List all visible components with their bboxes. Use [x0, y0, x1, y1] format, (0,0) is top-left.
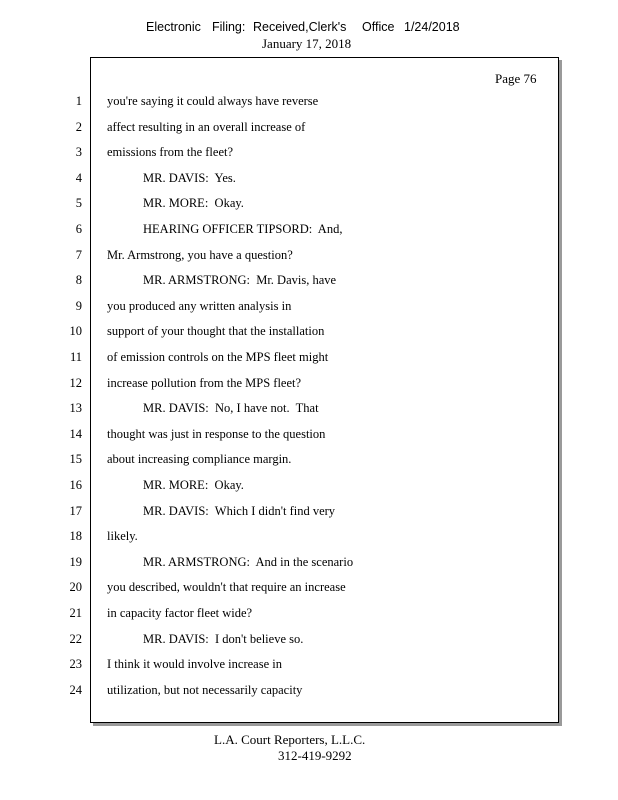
- transcript-line-text: MR. DAVIS: Which I didn't find very: [143, 504, 336, 518]
- line-number: 23: [69, 657, 82, 671]
- line-number: 15: [69, 452, 82, 466]
- transcript-line-text: support of your thought that the installation: [107, 324, 325, 338]
- transcript-line-text: MR. DAVIS: I don't believe so.: [143, 632, 304, 646]
- stamp-received: Received,Clerk's: [253, 20, 347, 34]
- transcript-line-text: MR. ARMSTRONG: Mr. Davis, have: [143, 273, 337, 287]
- transcript-line-text: MR. MORE: Okay.: [143, 478, 244, 492]
- line-number: 19: [69, 555, 82, 569]
- line-number: 14: [69, 427, 82, 441]
- line-number: 3: [75, 145, 82, 159]
- transcript-line-text: in capacity factor fleet wide?: [107, 606, 253, 620]
- transcript-line-text: thought was just in response to the question: [107, 427, 326, 441]
- line-number: 6: [75, 222, 82, 236]
- transcript-line-text: you produced any written analysis in: [107, 299, 292, 313]
- transcript-line-text: MR. DAVIS: No, I have not. That: [143, 401, 319, 415]
- filed-date: January 17, 2018: [262, 36, 352, 51]
- line-number: 9: [75, 299, 82, 313]
- transcript-line-text: MR. DAVIS: Yes.: [143, 171, 236, 185]
- line-number: 24: [69, 683, 82, 697]
- transcript-line-text: you described, wouldn't that require an increase: [107, 580, 346, 594]
- line-number: 20: [69, 580, 82, 594]
- transcript-line-text: likely.: [107, 529, 138, 543]
- line-number: 10: [69, 324, 82, 338]
- line-number: 17: [69, 504, 82, 518]
- reporter-name: L.A. Court Reporters, L.L.C.: [214, 732, 366, 747]
- stamp-date: 1/24/2018: [404, 20, 460, 34]
- line-number: 7: [75, 248, 82, 262]
- line-number: 4: [75, 171, 82, 185]
- page-number: Page 76: [495, 71, 537, 86]
- transcript-line-text: affect resulting in an overall increase of: [107, 120, 306, 134]
- line-number: 18: [69, 529, 82, 543]
- transcript-line-text: I think it would involve increase in: [107, 657, 282, 671]
- line-number: 22: [69, 632, 82, 646]
- transcript-line-text: MR. ARMSTRONG: And in the scenario: [143, 555, 354, 569]
- transcript-line-text: MR. MORE: Okay.: [143, 196, 244, 210]
- transcript-line-text: about increasing compliance margin.: [107, 452, 292, 466]
- line-number: 12: [69, 376, 82, 390]
- line-number: 8: [75, 273, 82, 287]
- transcript-line-text: you're saying it could always have reverse: [107, 94, 319, 108]
- transcript-line-text: of emission controls on the MPS fleet might: [107, 350, 329, 364]
- line-number: 16: [69, 478, 82, 492]
- transcript-line-text: utilization, but not necessarily capacity: [107, 683, 303, 697]
- line-number: 21: [69, 606, 82, 620]
- line-number: 13: [69, 401, 82, 415]
- line-number: 11: [69, 350, 82, 364]
- transcript-line-text: increase pollution from the MPS fleet?: [107, 376, 302, 390]
- line-number: 1: [75, 94, 82, 108]
- reporter-phone: 312-419-9292: [278, 748, 352, 763]
- stamp-electronic: Electronic: [146, 20, 201, 34]
- stamp-office: Office: [362, 20, 395, 34]
- transcript-line-text: Mr. Armstrong, you have a question?: [107, 248, 293, 262]
- line-number: 5: [75, 196, 82, 210]
- stamp-filing: Filing:: [212, 20, 246, 34]
- transcript-line-text: emissions from the fleet?: [107, 145, 234, 159]
- transcript-line-text: HEARING OFFICER TIPSORD: And,: [143, 222, 343, 236]
- line-number: 2: [75, 120, 82, 134]
